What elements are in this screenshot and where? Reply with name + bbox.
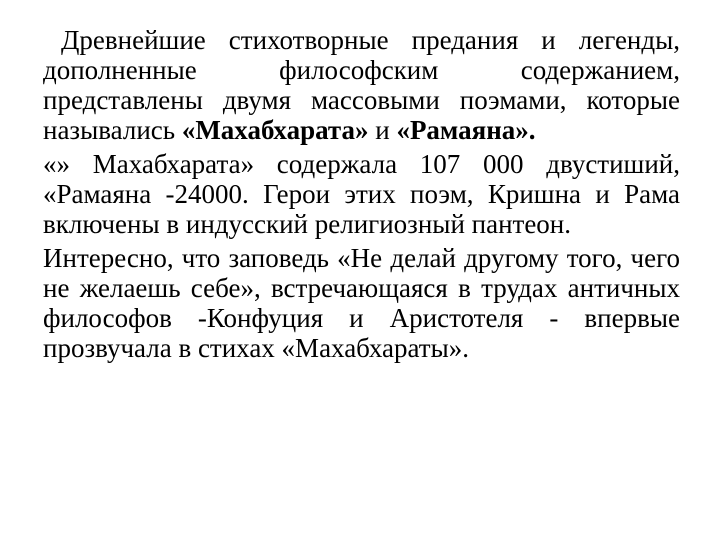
paragraph-text: Древнейшие стихотворные предания и легенды, дополненные философским содержанием, представлены двумя массовыми поэмами, которые назывались [43,25,680,145]
paragraph-epics-intro [43,25,680,145]
paragraph-epics-size: «» Махабхарата» содержала 107 000 двустиший, «Рамаяна -24000. Герои этих поэм, Кришна и Рама включены в индусский религиозный пантеон. [43,149,680,239]
title-ramayana: «Рамаяна». [396,115,536,145]
title-mahabharata: «Махабхарата» [181,115,369,145]
paragraph-text-connector: и [368,115,397,145]
paragraph-commandment: Интересно, что заповедь «Не делай другому того, чего не желаешь себе», встречающаяся в трудах античных философов -Конфуция и Аристотеля - впервые прозвучала в стихах «Махабхараты». [43,243,680,363]
slide-text-body [43,25,680,363]
